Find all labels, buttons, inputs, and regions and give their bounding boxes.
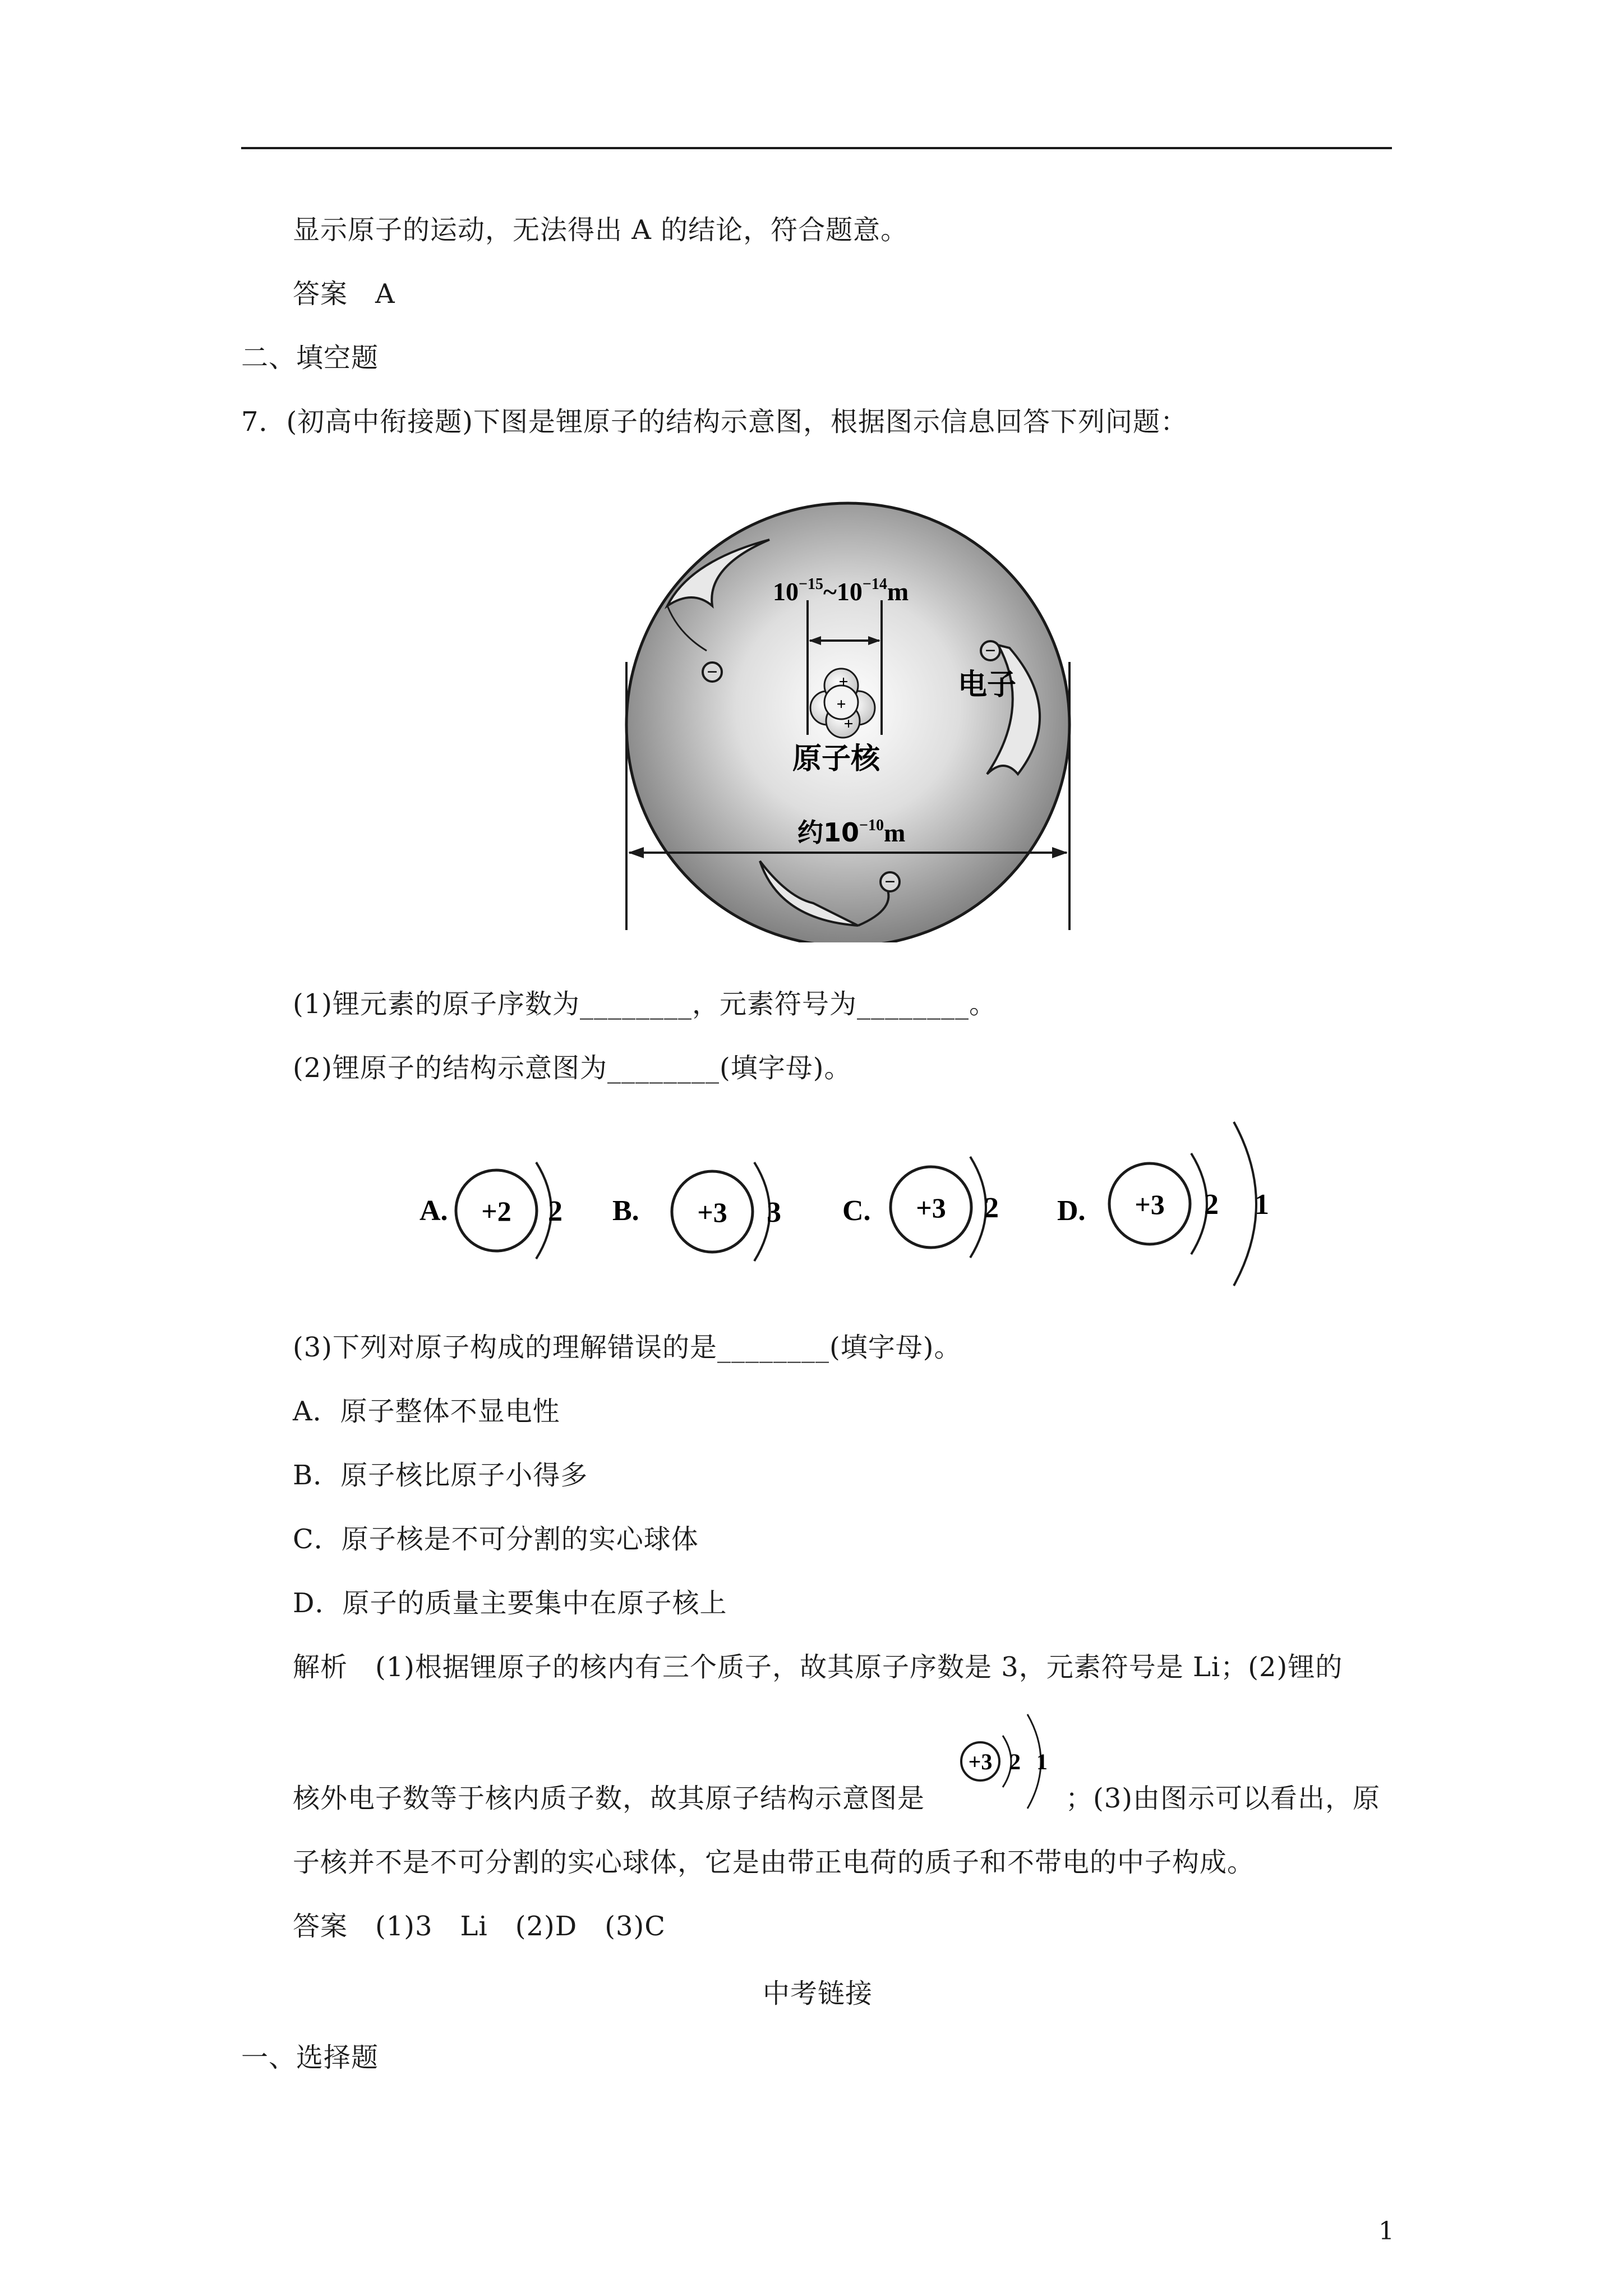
option-letter: D. [1057, 1195, 1086, 1227]
answer-line: 答案 A [293, 278, 395, 310]
lithium-atom-figure [594, 494, 1088, 942]
nucleus-label: 原子核 [792, 743, 880, 775]
electron-sign: − [884, 872, 896, 892]
question-7-part-2: (2)锂原子的结构示意图为________(填字母)。 [293, 1052, 852, 1084]
question-7-part-3: (3)下列对原子构成的理解错误的是________(填字母)。 [293, 1332, 962, 1363]
shell-electron-count: 2 [984, 1192, 999, 1224]
section-heading: 二、填空题 [241, 342, 379, 374]
choice-c: C．原子核是不可分割的实心球体 [293, 1524, 699, 1555]
choice-b: B．原子核比原子小得多 [293, 1460, 588, 1491]
question-7-part-1: (1)锂元素的原子序数为________，元素符号为________。 [293, 988, 997, 1020]
shell-electron-count: 2 [548, 1195, 562, 1227]
shell-electron-count: 2 [1009, 1749, 1021, 1774]
nucleus-charge: +3 [968, 1749, 993, 1774]
nucleus-charge: +2 [481, 1195, 511, 1227]
section-title: 中考链接 [763, 1978, 873, 2009]
electron-sign: − [707, 662, 718, 683]
inline-structure-diagram [953, 1711, 1054, 1834]
arrow-left-icon [628, 847, 644, 858]
shell-electron-count: 1 [1255, 1189, 1269, 1221]
electron-sign: − [985, 641, 996, 661]
analysis-line: 核外电子数等于核内质子数，故其原子结构示意图是 [293, 1783, 925, 1814]
section-heading: 一、选择题 [241, 2042, 379, 2073]
option-letter: C. [842, 1195, 871, 1227]
nucleus-charge: +3 [1135, 1189, 1165, 1220]
header-rule [241, 147, 1392, 149]
proton-sign: + [836, 695, 846, 714]
nucleus-size-label: $10^{-15}\sim 10^{-14}m$ [773, 576, 909, 606]
choice-a: A．原子整体不显电性 [293, 1396, 560, 1427]
choice-d: D．原子的质量主要集中在原子核上 [293, 1588, 727, 1619]
nucleus-charge: +3 [697, 1197, 727, 1228]
page-number: 1 [1378, 2217, 1394, 2246]
structure-options-figure [404, 1116, 1312, 1296]
arrow-right-icon [1052, 847, 1068, 858]
option-b-diagram [612, 1162, 781, 1261]
shell-electron-count: 1 [1036, 1749, 1048, 1774]
nucleus-charge: +3 [916, 1192, 946, 1223]
option-d-diagram [1057, 1122, 1269, 1286]
shell-electron-count: 2 [1204, 1189, 1219, 1221]
option-c-diagram [842, 1157, 999, 1258]
analysis-line: 解析 (1)根据锂原子的核内有三个质子，故其原子序数是 3，元素符号是 Li；(2)锂的 [293, 1651, 1343, 1683]
option-letter: A. [419, 1195, 448, 1227]
electron-shell-arc [1234, 1122, 1256, 1286]
option-a-diagram [419, 1162, 562, 1259]
answer-line: 答案 (1)3 Li (2)D (3)C [293, 1911, 666, 1942]
electron-label: 电子 [958, 669, 1017, 701]
analysis-line: 子核并不是不可分割的实心球体，它是由带正电荷的质子和不带电的中子构成。 [293, 1847, 1255, 1878]
atom-size-label: 约$10^{-10}m$ [797, 817, 906, 848]
analysis-line: ；(3)由图示可以看出，原 [1066, 1783, 1380, 1814]
option-letter: B. [612, 1195, 639, 1227]
question-7: 7．(初高中衔接题)下图是锂原子的结构示意图，根据图示信息回答下列问题： [241, 406, 1188, 438]
proton-sign: + [838, 673, 849, 691]
proton-sign: + [843, 715, 854, 733]
text-line: 显示原子的运动，无法得出 A 的结论，符合题意。 [293, 214, 909, 246]
shell-electron-count: 3 [767, 1197, 781, 1228]
